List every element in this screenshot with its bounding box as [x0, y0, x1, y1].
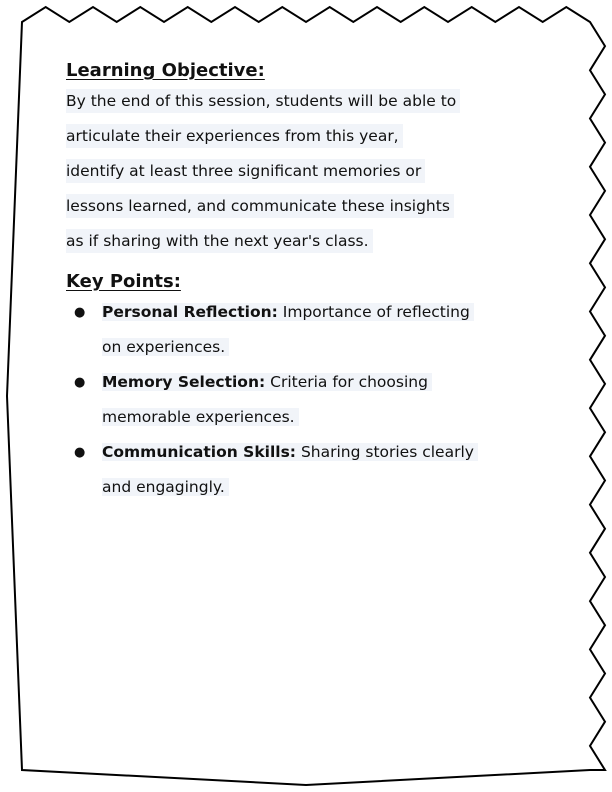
- lesson-content: [66, 58, 536, 505]
- key-points-list: [66, 295, 536, 505]
- key-point-text-cont: memorable experiences.: [102, 408, 299, 426]
- key-point-term: Personal Reflection:: [102, 303, 278, 321]
- objective-line: articulate their experiences from this year,: [66, 124, 403, 148]
- key-point-text: Criteria for choosing: [270, 373, 428, 391]
- key-point-item: [66, 295, 536, 365]
- key-point-text-cont: and engagingly.: [102, 478, 229, 496]
- key-point-text: Sharing stories clearly: [300, 443, 474, 461]
- key-point-term: Communication Skills:: [102, 443, 296, 461]
- key-point-text-cont: on experiences.: [102, 338, 229, 356]
- objective-line: By the end of this session, students will be able to: [66, 89, 460, 113]
- key-point-item: [66, 365, 536, 435]
- learning-objective-text: [66, 84, 536, 259]
- key-point-text: Importance of reflecting: [282, 303, 470, 321]
- bullet-icon: ●: [74, 445, 86, 460]
- objective-line: as if sharing with the next year's class.: [66, 229, 373, 253]
- objective-line: identify at least three significant memories or: [66, 159, 425, 183]
- key-point-term: Memory Selection:: [102, 373, 266, 391]
- objective-line: lessons learned, and communicate these insights: [66, 194, 454, 218]
- key-points-heading: Key Points:: [66, 271, 181, 292]
- key-point-item: [66, 435, 536, 505]
- learning-objective-heading: Learning Objective:: [66, 60, 265, 81]
- bullet-icon: ●: [74, 305, 86, 320]
- bullet-icon: ●: [74, 375, 86, 390]
